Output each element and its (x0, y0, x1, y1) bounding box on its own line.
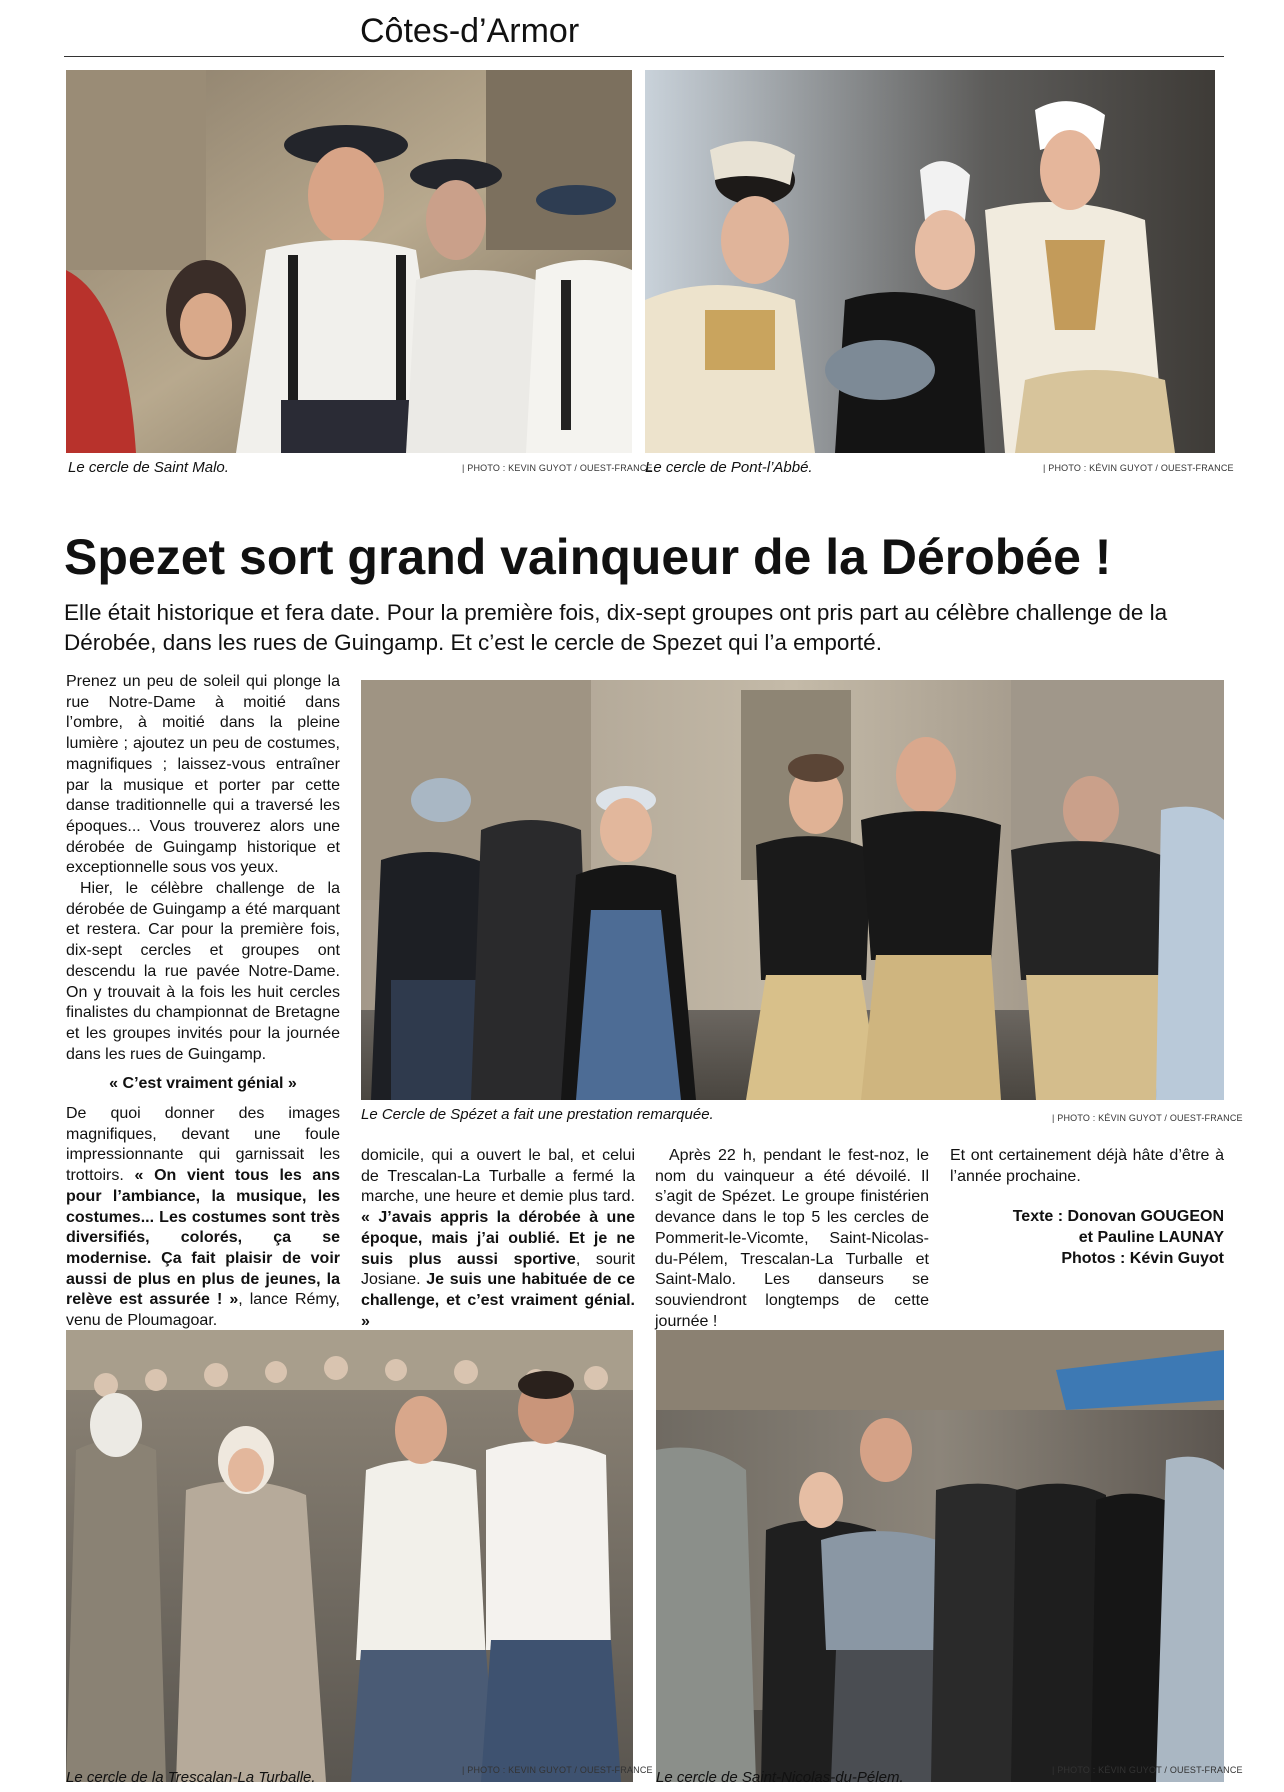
credit-main: | PHOTO : KÉVIN GUYOT / OUEST-FRANCE (1052, 1113, 1243, 1123)
article-column-2 (361, 1146, 635, 1332)
caption-bottom-left: Le cercle de la Trescalan-La Turballe. (66, 1769, 316, 1786)
credit-bottom-right: | PHOTO : KÉVIN GUYOT / OUEST-FRANCE (1052, 1765, 1243, 1775)
caption-bottom-right: Le cercle de Saint-Nicolas-du-Pélem. (656, 1769, 904, 1786)
col2-text-b: , sourit Josiane. (361, 1250, 636, 1289)
caption-top-left: Le cercle de Saint Malo. (68, 459, 229, 476)
photo-saint-nicolas-du-pelem (656, 1330, 1224, 1782)
byline-text-2: et Pauline LAUNAY (1078, 1229, 1224, 1247)
credit-top-left: | PHOTO : KEVIN GUYOT / OUEST-FRANCE (462, 463, 653, 473)
paragraph-col3: Après 22 h, pendant le fest-noz, le nom du vainqueur a été dévoilé. Il s’agit de Spézet. Le groupe finistérien devance dans le top 5 les cercles de Pommerit-le-Vicomte, Saint-Nicolas-du-Pélem, Trescalan-La Turballe et Saint-Malo. Les danseurs se souviendront longtemps de cette journée ! (655, 1147, 929, 1330)
paragraph-3 (66, 1104, 340, 1332)
paragraph-3-text-b: , lance Rémy, venu de Ploumagoar. (66, 1291, 341, 1330)
credit-top-right: | PHOTO : KÉVIN GUYOT / OUEST-FRANCE (1043, 463, 1234, 473)
byline-photos: Photos : Kévin Guyot (1061, 1249, 1224, 1267)
paragraph-col2 (361, 1146, 635, 1332)
caption-top-right: Le cercle de Pont-l’Abbé. (645, 459, 813, 476)
headline: Spezet sort grand vainqueur de la Dérobée ! (64, 529, 1112, 585)
col2-text-a: domicile, qui a ouvert le bal, et celui de Trescalan-La Turballe a fermé la marche, une heure et demie plus tard. (361, 1147, 635, 1206)
photo-saint-malo (66, 70, 632, 453)
intertitle: « C’est vraiment génial » (109, 1075, 297, 1093)
paragraph-col4: Et ont certainement déjà hâte d’être à l’année prochaine. (950, 1147, 1224, 1185)
byline-text: Texte : Donovan GOUGEON (1012, 1208, 1224, 1226)
photo-trescalan (66, 1330, 633, 1782)
chapo: Elle était historique et fera date. Pour la première fois, dix-sept groupes ont pris part au célèbre challenge de la Dérobée, dans les rues de Guingamp. Et c’est le cercle de Spezet qui l’a emporté. (64, 600, 1168, 655)
credit-bottom-left: | PHOTO : KEVIN GUYOT / OUEST-FRANCE (462, 1765, 653, 1775)
paragraph-3-text-a: De quoi donner des images magnifiques, devant une foule impressionnante qui garnissait les trottoirs. (66, 1105, 340, 1185)
paragraph-1: Prenez un peu de soleil qui plonge la rue Notre-Dame à moitié dans l’ombre, à moitié dans la pleine lumière ; ajoutez un peu de costumes, magnifiques ; laissez-vous entraîner par la musique et porter par cette danse traditionnelle qui a traversé les époques... Vous trouverez alors une dérobée de Guingamp historique et exceptionnelle sous vos yeux. (66, 673, 340, 877)
paragraph-3-quote: « On vient tous les ans pour l’ambiance, la musique, les costumes... Les costumes sont très diversifiés, colorés, ça se modernise. Ça fait plaisir de voir aussi de plus en plus de jeunes, la relève est assurée ! » (66, 1167, 340, 1309)
photo-pont-l-abbe (645, 70, 1215, 453)
article-column-3 (655, 1146, 929, 1332)
paragraph-2: Hier, le célèbre challenge de la dérobée de Guingamp a été marquant et restera. Car pour la première fois, dix-sept cercles et groupes ont descendu la rue pavée Notre-Dame. On y trouvait à la fois les huit cercles finalistes du championnat de Bretagne et les groupes invités pour la journée dans les rues de Guingamp. (66, 880, 340, 1063)
header-rule (64, 56, 1224, 57)
photo-spezet (361, 680, 1224, 1100)
caption-main: Le Cercle de Spézet a fait une prestation remarquée. (361, 1106, 714, 1123)
col2-quote-1: « J’avais appris la dérobée à une époque, mais j’ai oublié. Et je ne suis plus aussi sportive (361, 1209, 635, 1268)
section-title: Côtes-d’Armor (360, 12, 580, 50)
article-column-4 (950, 1146, 1224, 1270)
col2-quote-2: Je suis une habituée de ce challenge, et c’est vraiment génial. » (361, 1271, 635, 1330)
article-column-1 (66, 672, 340, 1353)
